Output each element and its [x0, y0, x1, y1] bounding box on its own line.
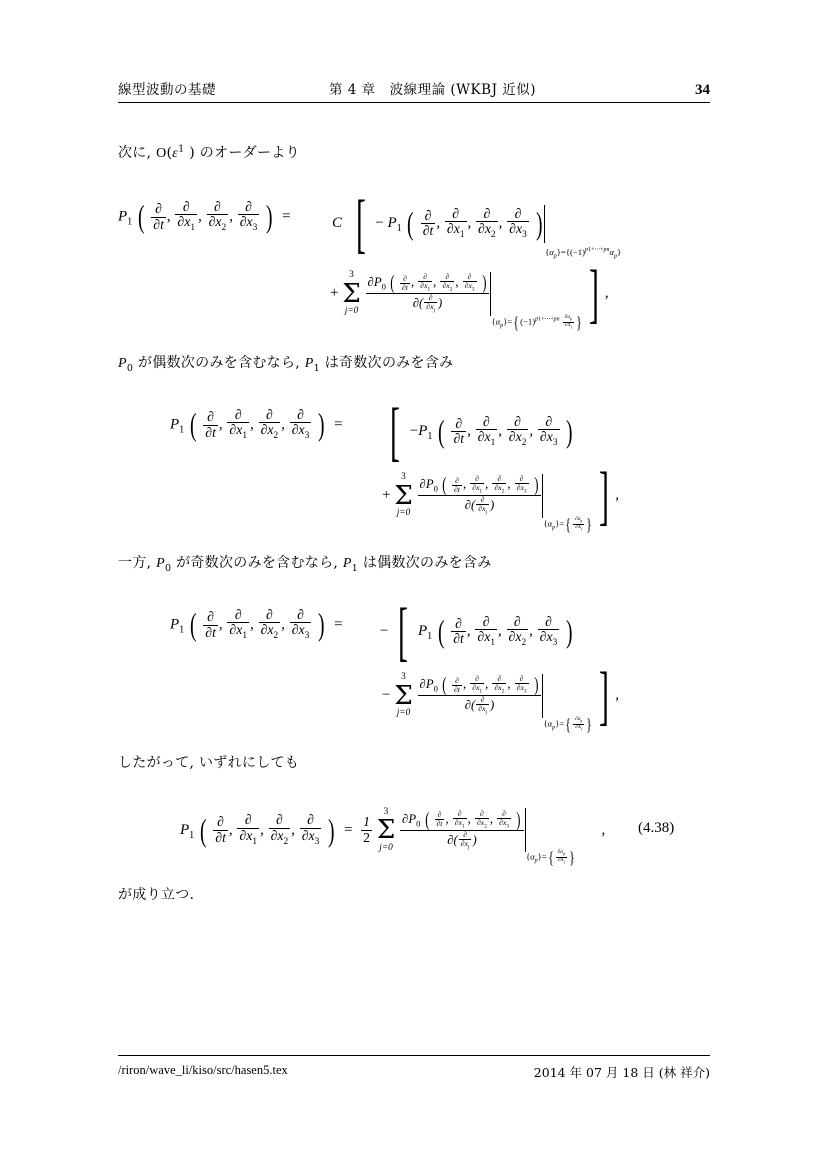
paragraph-conclusion-lead: したがって, いずれにしても	[118, 755, 300, 771]
equation-3-lhs: $P_1$ ( $\frac{\partial}{\partial t}$ , $\frac{\partial}{\partial x_1}$ , $\frac{\partial}{\partial x_2}$ , $\frac{\partial}{\partial x_3}$ ) =	[170, 607, 343, 643]
paragraph-p0-odd: 一方, $P_0$ が奇数次のみを含むなら, $P_1$ は偶数次のみを含み	[118, 555, 492, 574]
equation-2-rhs-line-1: [ $-P_1$ ( $\frac{\partial}{\partial t}$ , $\frac{\partial}{\partial x_1}$ , $\frac{\partial}{\partial x_2}$ , $\frac{\partial}{\partial x_3}$ )	[390, 395, 573, 468]
equation-1-rhs-line-2: + 3 Σ j=0 $\partial P_0$ ( $\frac{\partial}{\partial t}$ , $\frac{\partial}{\partial x_1}$ , $\frac{\partial}{\partial x_2}$ , $\frac{\partial}{\partial x_3}$ ) ∂( $\frac{\partial}{\partial x_j}$ ) $\{\alpha_p\}=\{(-1)^{p1+\cdots+pn}$ $\frac{\partial\alpha_p}{\partial X_j}$ } ] ,	[330, 257, 609, 332]
footer-rule	[118, 1055, 710, 1056]
header-rule	[118, 102, 710, 103]
page-number: 34	[695, 82, 710, 98]
running-head-left: 線型波動の基礎	[118, 82, 216, 98]
paragraph-closing: が成り立つ.	[118, 887, 195, 903]
equation-1-rhs-line-1: C [ − $P_1$ ( $\frac{\partial}{\partial t}$ , $\frac{\partial}{\partial x_1}$ , $\frac{\partial}{\partial x_2}$ , $\frac{\partial}{\partial x_3}$ )$\{\alpha_p\}=\{(-1)^{p1+\cdots+pn}\alpha_p\}$	[332, 187, 622, 260]
equation-3-rhs-line-2: − 3 Σ j=0 $\partial P_0$ ( $\frac{\partial}{\partial t}$ , $\frac{\partial}{\partial x_1}$ , $\frac{\partial}{\partial x_2}$ , $\frac{\partial}{\partial x_3}$ ) ∂( $\frac{\partial}{\partial x_j}$ ) $\{\alpha_p\}=${ $\frac{\partial\alpha_p}{\partial X_j}$ } ] ,	[382, 659, 619, 734]
equation-number-4-38: (4.38)	[638, 820, 675, 836]
equation-3-rhs-line-1: − [ $P_1$ ( $\frac{\partial}{\partial t}$ , $\frac{\partial}{\partial x_1}$ , $\frac{\partial}{\partial x_2}$ , $\frac{\partial}{\partial x_3}$ )	[380, 595, 573, 668]
footer-source-path: /riron/wave_li/kiso/src/hasen5.tex	[118, 1063, 288, 1077]
equation-4: $P_1$ ( $\frac{\partial}{\partial t}$ , $\frac{\partial}{\partial x_1}$ , $\frac{\partial}{\partial x_2}$ , $\frac{\partial}{\partial x_3}$ ) = $\frac{1}{2}$ 3 Σ j=0 $\partial P_0$ ( $\frac{\partial}{\partial t}$ , $\frac{\partial}{\partial x_1}$ , $\frac{\partial}{\partial x_2}$ , $\frac{\partial}{\partial x_3}$ ) ∂( $\frac{\partial}{\partial x_j}$ ) $\{\alpha_p\}=${ $\frac{\partial\alpha_p}{\partial X_j}$ } ,	[180, 807, 606, 867]
running-head	[118, 78, 710, 99]
equation-1: $P_1$ ( $\frac{\partial}{\partial t}$ , $\frac{\partial}{\partial x_1}$ , $\frac{\partial}{\partial x_2}$ , $\frac{\partial}{\partial x_3}$ ) =	[118, 199, 291, 235]
footer-date-author: 2014 年 07 月 18 日 (林 祥介)	[533, 1065, 710, 1080]
equation-2-lhs: $P_1$ ( $\frac{\partial}{\partial t}$ , $\frac{\partial}{\partial x_1}$ , $\frac{\partial}{\partial x_2}$ , $\frac{\partial}{\partial x_3}$ ) =	[170, 407, 343, 443]
equation-2-rhs-line-2: + 3 Σ j=0 $\partial P_0$ ( $\frac{\partial}{\partial t}$ , $\frac{\partial}{\partial x_1}$ , $\frac{\partial}{\partial x_2}$ , $\frac{\partial}{\partial x_3}$ ) ∂( $\frac{\partial}{\partial x_j}$ ) $\{\alpha_p\}=${ $\frac{\partial\alpha_p}{\partial X_j}$ } ] ,	[382, 459, 619, 534]
paragraph-intro: 次に, $O(\varepsilon^1$ ) のオーダーより	[118, 143, 300, 161]
page-footer	[118, 1063, 710, 1081]
paragraph-p0-even: $P_0$ が偶数次のみを含むなら, $P_1$ は奇数次のみを含み	[118, 355, 454, 374]
running-head-center: 第 4 章 波線理論 (WKBJ 近似)	[328, 82, 537, 98]
